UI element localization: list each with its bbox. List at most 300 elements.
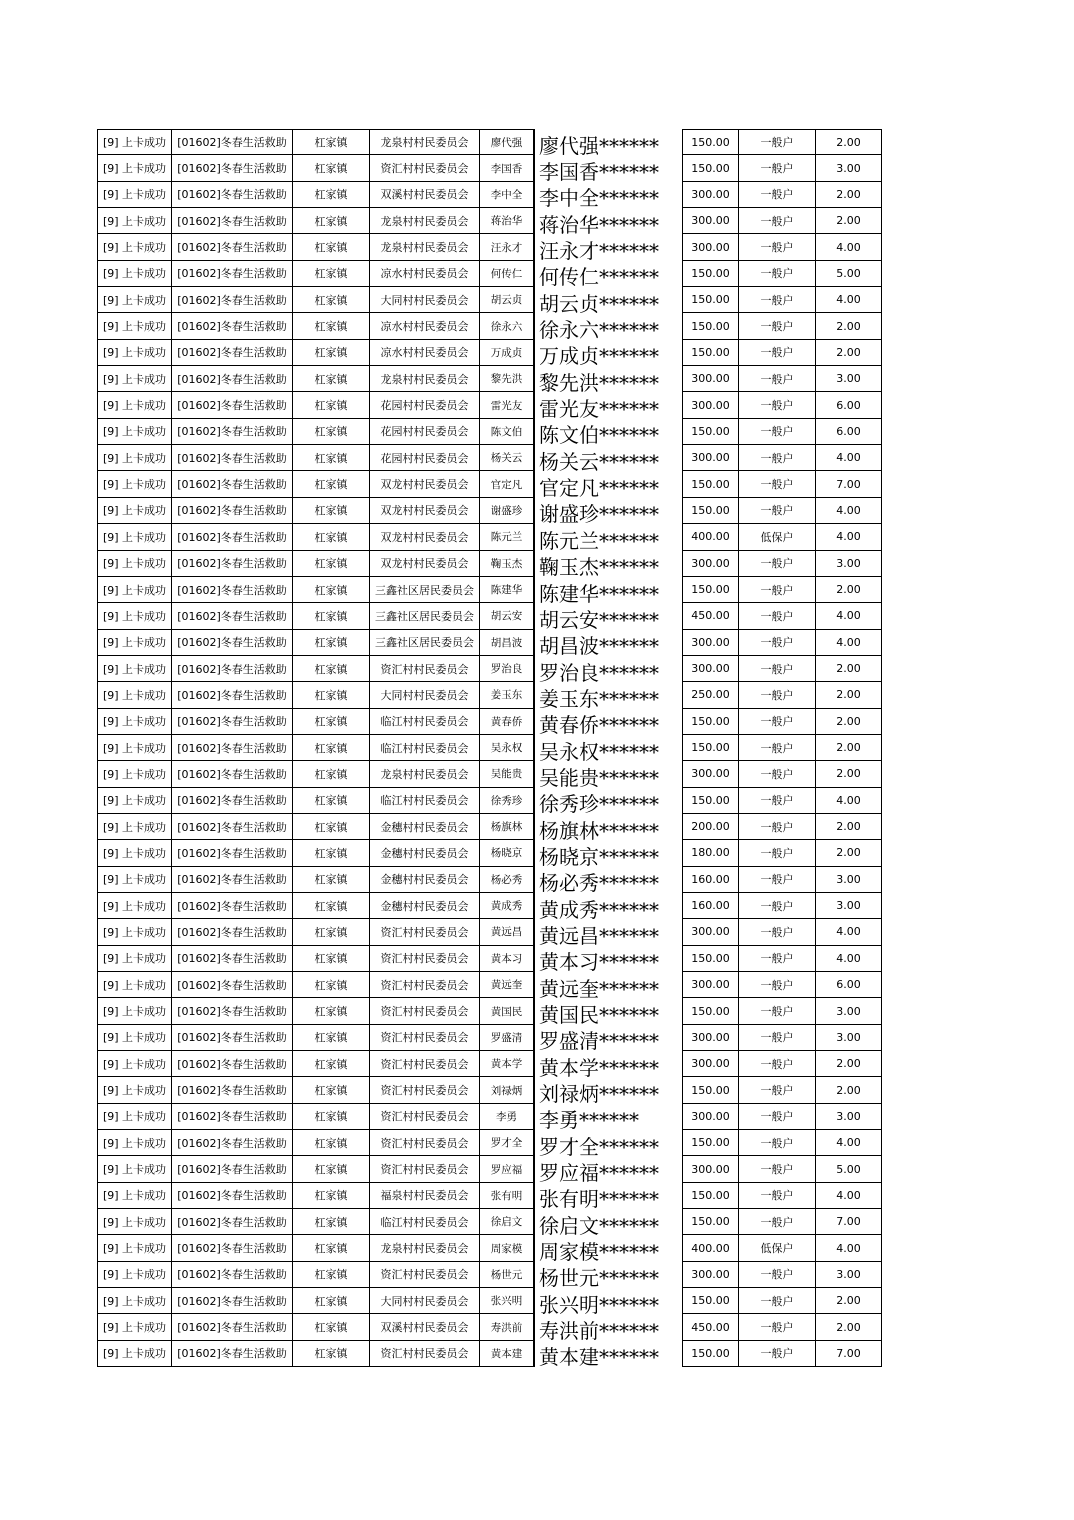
town-cell: 杠家镇 <box>292 867 369 893</box>
amount-cell: 150.00 <box>682 287 738 313</box>
status-cell: [9] 上卡成功 <box>97 577 171 603</box>
project-cell: [01602]冬春生活救助 <box>171 1288 292 1314</box>
household-type-cell: 一般户 <box>738 551 815 577</box>
family-size-cell: 4.00 <box>815 498 882 524</box>
committee-cell: 大同村村民委员会 <box>369 287 479 313</box>
amount-cell: 150.00 <box>682 1183 738 1209</box>
amount-cell: 300.00 <box>682 366 738 392</box>
household-type-cell: 一般户 <box>738 129 815 155</box>
household-type-cell: 一般户 <box>738 998 815 1024</box>
status-cell: [9] 上卡成功 <box>97 129 171 155</box>
name-cell: 李勇 <box>479 1104 534 1130</box>
household-type-cell: 一般户 <box>738 155 815 181</box>
account-name-cell: 黎先洪****** <box>534 366 682 392</box>
name-cell: 黄春侨 <box>479 709 534 735</box>
family-size-cell: 2.00 <box>815 840 882 866</box>
status-cell: [9] 上卡成功 <box>97 392 171 418</box>
name-cell: 张兴明 <box>479 1288 534 1314</box>
household-type-cell: 一般户 <box>738 972 815 998</box>
account-name-cell: 廖代强****** <box>534 129 682 155</box>
project-cell: [01602]冬春生活救助 <box>171 551 292 577</box>
status-cell: [9] 上卡成功 <box>97 524 171 550</box>
project-cell: [01602]冬春生活救助 <box>171 603 292 629</box>
name-cell: 罗应福 <box>479 1156 534 1182</box>
committee-cell: 临江村村民委员会 <box>369 788 479 814</box>
household-type-cell: 一般户 <box>738 788 815 814</box>
committee-cell: 大同村村民委员会 <box>369 1288 479 1314</box>
town-cell: 杠家镇 <box>292 366 369 392</box>
amount-cell: 300.00 <box>682 182 738 208</box>
account-name-cell: 万成贞****** <box>534 340 682 366</box>
amount-cell: 300.00 <box>682 972 738 998</box>
household-type-cell: 一般户 <box>738 656 815 682</box>
committee-cell: 三鑫社区居民委员会 <box>369 577 479 603</box>
committee-cell: 花园村村民委员会 <box>369 392 479 418</box>
amount-cell: 300.00 <box>682 1025 738 1051</box>
committee-cell: 花园村村民委员会 <box>369 445 479 471</box>
amount-cell: 300.00 <box>682 1104 738 1130</box>
account-name-cell: 汪永才****** <box>534 234 682 260</box>
account-name-cell: 鞠玉杰****** <box>534 551 682 577</box>
name-cell: 徐永六 <box>479 313 534 339</box>
account-name-cell: 黄春侨****** <box>534 709 682 735</box>
status-cell: [9] 上卡成功 <box>97 287 171 313</box>
project-cell: [01602]冬春生活救助 <box>171 972 292 998</box>
name-cell: 徐启文 <box>479 1209 534 1235</box>
household-type-cell: 一般户 <box>738 1156 815 1182</box>
status-cell: [9] 上卡成功 <box>97 234 171 260</box>
committee-cell: 资汇村村民委员会 <box>369 998 479 1024</box>
family-size-cell: 4.00 <box>815 1235 882 1261</box>
account-name-cell: 杨世元****** <box>534 1262 682 1288</box>
name-cell: 官定凡 <box>479 471 534 497</box>
household-type-cell: 一般户 <box>738 182 815 208</box>
project-cell: [01602]冬春生活救助 <box>171 208 292 234</box>
project-cell: [01602]冬春生活救助 <box>171 340 292 366</box>
family-size-cell: 2.00 <box>815 129 882 155</box>
town-cell: 杠家镇 <box>292 788 369 814</box>
household-type-cell: 一般户 <box>738 1051 815 1077</box>
household-type-cell: 一般户 <box>738 287 815 313</box>
family-size-cell: 5.00 <box>815 1156 882 1182</box>
amount-cell: 150.00 <box>682 735 738 761</box>
project-cell: [01602]冬春生活救助 <box>171 1156 292 1182</box>
town-cell: 杠家镇 <box>292 313 369 339</box>
account-name-cell: 胡云贞****** <box>534 287 682 313</box>
status-cell: [9] 上卡成功 <box>97 1183 171 1209</box>
account-name-cell: 吴永权****** <box>534 735 682 761</box>
project-cell: [01602]冬春生活救助 <box>171 1051 292 1077</box>
town-cell: 杠家镇 <box>292 445 369 471</box>
town-cell: 杠家镇 <box>292 498 369 524</box>
committee-cell: 金穗村村民委员会 <box>369 893 479 919</box>
project-cell: [01602]冬春生活救助 <box>171 630 292 656</box>
name-cell: 杨世元 <box>479 1262 534 1288</box>
account-name-cell: 姜玉东****** <box>534 682 682 708</box>
family-size-cell: 2.00 <box>815 208 882 234</box>
household-type-cell: 一般户 <box>738 814 815 840</box>
committee-cell: 福泉村村民委员会 <box>369 1183 479 1209</box>
household-type-cell: 一般户 <box>738 234 815 260</box>
household-type-cell: 一般户 <box>738 1209 815 1235</box>
status-cell: [9] 上卡成功 <box>97 1130 171 1156</box>
amount-cell: 150.00 <box>682 1077 738 1103</box>
family-size-cell: 3.00 <box>815 1104 882 1130</box>
committee-cell: 龙泉村村民委员会 <box>369 208 479 234</box>
town-cell: 杠家镇 <box>292 761 369 787</box>
name-cell: 胡昌波 <box>479 630 534 656</box>
name-cell: 万成贞 <box>479 340 534 366</box>
family-size-cell: 6.00 <box>815 392 882 418</box>
town-cell: 杠家镇 <box>292 893 369 919</box>
name-cell: 何传仁 <box>479 261 534 287</box>
name-cell: 吴能贵 <box>479 761 534 787</box>
household-type-cell: 一般户 <box>738 1025 815 1051</box>
project-cell: [01602]冬春生活救助 <box>171 867 292 893</box>
name-cell: 黄成秀 <box>479 893 534 919</box>
committee-cell: 双龙村村民委员会 <box>369 471 479 497</box>
family-size-cell: 2.00 <box>815 1077 882 1103</box>
amount-cell: 300.00 <box>682 1262 738 1288</box>
status-cell: [9] 上卡成功 <box>97 972 171 998</box>
town-cell: 杠家镇 <box>292 1288 369 1314</box>
project-cell: [01602]冬春生活救助 <box>171 1341 292 1367</box>
account-name-cell: 杨旗林****** <box>534 814 682 840</box>
amount-cell: 180.00 <box>682 840 738 866</box>
name-cell: 黄本学 <box>479 1051 534 1077</box>
town-cell: 杠家镇 <box>292 682 369 708</box>
household-type-cell: 一般户 <box>738 1341 815 1367</box>
project-cell: [01602]冬春生活救助 <box>171 946 292 972</box>
project-cell: [01602]冬春生活救助 <box>171 498 292 524</box>
account-name-cell: 黄远昌****** <box>534 919 682 945</box>
name-cell: 杨晓京 <box>479 840 534 866</box>
amount-cell: 150.00 <box>682 1130 738 1156</box>
amount-cell: 150.00 <box>682 788 738 814</box>
account-name-cell: 黄远奎****** <box>534 972 682 998</box>
family-size-cell: 2.00 <box>815 340 882 366</box>
family-size-cell: 4.00 <box>815 445 882 471</box>
project-cell: [01602]冬春生活救助 <box>171 761 292 787</box>
account-name-cell: 罗治良****** <box>534 656 682 682</box>
project-cell: [01602]冬春生活救助 <box>171 234 292 260</box>
household-type-cell: 一般户 <box>738 893 815 919</box>
committee-cell: 临江村村民委员会 <box>369 735 479 761</box>
name-cell: 鞠玉杰 <box>479 551 534 577</box>
family-size-cell: 2.00 <box>815 1314 882 1340</box>
name-cell: 寿洪前 <box>479 1314 534 1340</box>
committee-cell: 双溪村村民委员会 <box>369 182 479 208</box>
town-cell: 杠家镇 <box>292 630 369 656</box>
status-cell: [9] 上卡成功 <box>97 603 171 629</box>
town-cell: 杠家镇 <box>292 919 369 945</box>
household-type-cell: 一般户 <box>738 1077 815 1103</box>
town-cell: 杠家镇 <box>292 709 369 735</box>
family-size-cell: 4.00 <box>815 919 882 945</box>
account-name-cell: 官定凡****** <box>534 471 682 497</box>
status-cell: [9] 上卡成功 <box>97 419 171 445</box>
town-cell: 杠家镇 <box>292 261 369 287</box>
amount-cell: 250.00 <box>682 682 738 708</box>
project-cell: [01602]冬春生活救助 <box>171 840 292 866</box>
amount-cell: 400.00 <box>682 1235 738 1261</box>
town-cell: 杠家镇 <box>292 524 369 550</box>
status-cell: [9] 上卡成功 <box>97 261 171 287</box>
household-type-cell: 一般户 <box>738 1288 815 1314</box>
town-cell: 杠家镇 <box>292 208 369 234</box>
town-cell: 杠家镇 <box>292 577 369 603</box>
name-cell: 陈建华 <box>479 577 534 603</box>
account-name-cell: 徐永六****** <box>534 313 682 339</box>
name-cell: 李国香 <box>479 155 534 181</box>
status-cell: [9] 上卡成功 <box>97 366 171 392</box>
project-cell: [01602]冬春生活救助 <box>171 1314 292 1340</box>
household-type-cell: 一般户 <box>738 867 815 893</box>
family-size-cell: 4.00 <box>815 287 882 313</box>
project-cell: [01602]冬春生活救助 <box>171 1130 292 1156</box>
project-cell: [01602]冬春生活救助 <box>171 998 292 1024</box>
account-name-cell: 陈元兰****** <box>534 524 682 550</box>
account-name-cell: 罗才全****** <box>534 1130 682 1156</box>
family-size-cell: 2.00 <box>815 814 882 840</box>
household-type-cell: 一般户 <box>738 208 815 234</box>
name-cell: 罗盛清 <box>479 1025 534 1051</box>
name-cell: 廖代强 <box>479 129 534 155</box>
name-cell: 胡云安 <box>479 603 534 629</box>
household-type-cell: 一般户 <box>738 261 815 287</box>
status-cell: [9] 上卡成功 <box>97 1077 171 1103</box>
family-size-cell: 3.00 <box>815 155 882 181</box>
town-cell: 杠家镇 <box>292 1156 369 1182</box>
committee-cell: 龙泉村村民委员会 <box>369 366 479 392</box>
town-cell: 杠家镇 <box>292 419 369 445</box>
project-cell: [01602]冬春生活救助 <box>171 577 292 603</box>
account-name-cell: 徐启文****** <box>534 1209 682 1235</box>
status-cell: [9] 上卡成功 <box>97 208 171 234</box>
amount-cell: 150.00 <box>682 498 738 524</box>
family-size-cell: 2.00 <box>815 1051 882 1077</box>
status-cell: [9] 上卡成功 <box>97 1235 171 1261</box>
status-cell: [9] 上卡成功 <box>97 840 171 866</box>
account-name-cell: 周家模****** <box>534 1235 682 1261</box>
amount-cell: 150.00 <box>682 709 738 735</box>
account-name-cell: 胡云安****** <box>534 603 682 629</box>
amount-cell: 150.00 <box>682 261 738 287</box>
name-cell: 杨关云 <box>479 445 534 471</box>
family-size-cell: 6.00 <box>815 419 882 445</box>
status-cell: [9] 上卡成功 <box>97 656 171 682</box>
family-size-cell: 3.00 <box>815 893 882 919</box>
project-cell: [01602]冬春生活救助 <box>171 366 292 392</box>
status-cell: [9] 上卡成功 <box>97 182 171 208</box>
family-size-cell: 3.00 <box>815 551 882 577</box>
name-cell: 陈元兰 <box>479 524 534 550</box>
status-cell: [9] 上卡成功 <box>97 155 171 181</box>
committee-cell: 金穗村村民委员会 <box>369 867 479 893</box>
family-size-cell: 4.00 <box>815 788 882 814</box>
town-cell: 杠家镇 <box>292 182 369 208</box>
committee-cell: 金穗村村民委员会 <box>369 814 479 840</box>
account-name-cell: 李勇****** <box>534 1104 682 1130</box>
project-cell: [01602]冬春生活救助 <box>171 313 292 339</box>
committee-cell: 三鑫社区居民委员会 <box>369 603 479 629</box>
family-size-cell: 4.00 <box>815 630 882 656</box>
account-name-cell: 黄国民****** <box>534 998 682 1024</box>
family-size-cell: 2.00 <box>815 735 882 761</box>
town-cell: 杠家镇 <box>292 1314 369 1340</box>
status-cell: [9] 上卡成功 <box>97 1156 171 1182</box>
committee-cell: 凉水村村民委员会 <box>369 313 479 339</box>
household-type-cell: 一般户 <box>738 946 815 972</box>
status-cell: [9] 上卡成功 <box>97 788 171 814</box>
project-cell: [01602]冬春生活救助 <box>171 1104 292 1130</box>
family-size-cell: 4.00 <box>815 1130 882 1156</box>
name-cell: 雷光友 <box>479 392 534 418</box>
committee-cell: 资汇村村民委员会 <box>369 1341 479 1367</box>
status-cell: [9] 上卡成功 <box>97 445 171 471</box>
family-size-cell: 3.00 <box>815 366 882 392</box>
project-cell: [01602]冬春生活救助 <box>171 919 292 945</box>
name-cell: 黄本建 <box>479 1341 534 1367</box>
household-type-cell: 一般户 <box>738 1314 815 1340</box>
town-cell: 杠家镇 <box>292 551 369 577</box>
project-cell: [01602]冬春生活救助 <box>171 471 292 497</box>
amount-cell: 150.00 <box>682 471 738 497</box>
town-cell: 杠家镇 <box>292 129 369 155</box>
amount-cell: 450.00 <box>682 603 738 629</box>
name-cell: 刘禄炳 <box>479 1077 534 1103</box>
status-cell: [9] 上卡成功 <box>97 1314 171 1340</box>
status-cell: [9] 上卡成功 <box>97 340 171 366</box>
name-cell: 吴永权 <box>479 735 534 761</box>
family-size-cell: 3.00 <box>815 1262 882 1288</box>
town-cell: 杠家镇 <box>292 340 369 366</box>
status-cell: [9] 上卡成功 <box>97 1209 171 1235</box>
household-type-cell: 一般户 <box>738 340 815 366</box>
project-cell: [01602]冬春生活救助 <box>171 419 292 445</box>
name-cell: 黎先洪 <box>479 366 534 392</box>
project-cell: [01602]冬春生活救助 <box>171 182 292 208</box>
amount-cell: 300.00 <box>682 392 738 418</box>
account-name-cell: 黄本习****** <box>534 946 682 972</box>
family-size-cell: 2.00 <box>815 682 882 708</box>
family-size-cell: 2.00 <box>815 577 882 603</box>
committee-cell: 资汇村村民委员会 <box>369 155 479 181</box>
town-cell: 杠家镇 <box>292 1235 369 1261</box>
town-cell: 杠家镇 <box>292 287 369 313</box>
account-name-cell: 陈文伯****** <box>534 419 682 445</box>
account-name-cell: 蒋治华****** <box>534 208 682 234</box>
account-name-cell: 陈建华****** <box>534 577 682 603</box>
family-size-cell: 7.00 <box>815 471 882 497</box>
account-name-cell: 黄本建****** <box>534 1341 682 1367</box>
family-size-cell: 4.00 <box>815 946 882 972</box>
family-size-cell: 4.00 <box>815 234 882 260</box>
status-cell: [9] 上卡成功 <box>97 498 171 524</box>
status-cell: [9] 上卡成功 <box>97 630 171 656</box>
town-cell: 杠家镇 <box>292 840 369 866</box>
committee-cell: 资汇村村民委员会 <box>369 1104 479 1130</box>
amount-cell: 300.00 <box>682 630 738 656</box>
household-type-cell: 一般户 <box>738 919 815 945</box>
household-type-cell: 一般户 <box>738 577 815 603</box>
household-type-cell: 一般户 <box>738 366 815 392</box>
amount-cell: 150.00 <box>682 1209 738 1235</box>
name-cell: 张有明 <box>479 1183 534 1209</box>
household-type-cell: 一般户 <box>738 709 815 735</box>
account-name-cell: 罗盛清****** <box>534 1025 682 1051</box>
name-cell: 黄远昌 <box>479 919 534 945</box>
amount-cell: 300.00 <box>682 919 738 945</box>
town-cell: 杠家镇 <box>292 814 369 840</box>
town-cell: 杠家镇 <box>292 1051 369 1077</box>
committee-cell: 凉水村村民委员会 <box>369 261 479 287</box>
committee-cell: 龙泉村村民委员会 <box>369 234 479 260</box>
status-cell: [9] 上卡成功 <box>97 919 171 945</box>
project-cell: [01602]冬春生活救助 <box>171 735 292 761</box>
project-cell: [01602]冬春生活救助 <box>171 261 292 287</box>
name-cell: 谢盛珍 <box>479 498 534 524</box>
committee-cell: 资汇村村民委员会 <box>369 656 479 682</box>
status-cell: [9] 上卡成功 <box>97 471 171 497</box>
household-type-cell: 一般户 <box>738 840 815 866</box>
committee-cell: 资汇村村民委员会 <box>369 1051 479 1077</box>
name-cell: 汪永才 <box>479 234 534 260</box>
status-cell: [9] 上卡成功 <box>97 867 171 893</box>
household-type-cell: 一般户 <box>738 313 815 339</box>
project-cell: [01602]冬春生活救助 <box>171 1077 292 1103</box>
name-cell: 罗才全 <box>479 1130 534 1156</box>
committee-cell: 三鑫社区居民委员会 <box>369 630 479 656</box>
status-cell: [9] 上卡成功 <box>97 709 171 735</box>
committee-cell: 金穗村村民委员会 <box>369 840 479 866</box>
household-type-cell: 一般户 <box>738 445 815 471</box>
account-name-cell: 寿洪前****** <box>534 1314 682 1340</box>
name-cell: 李中全 <box>479 182 534 208</box>
project-cell: [01602]冬春生活救助 <box>171 656 292 682</box>
town-cell: 杠家镇 <box>292 471 369 497</box>
family-size-cell: 4.00 <box>815 1183 882 1209</box>
family-size-cell: 7.00 <box>815 1209 882 1235</box>
committee-cell: 凉水村村民委员会 <box>369 340 479 366</box>
committee-cell: 资汇村村民委员会 <box>369 1130 479 1156</box>
household-type-cell: 一般户 <box>738 603 815 629</box>
project-cell: [01602]冬春生活救助 <box>171 155 292 181</box>
account-name-cell: 罗应福****** <box>534 1156 682 1182</box>
town-cell: 杠家镇 <box>292 603 369 629</box>
account-name-cell: 杨晓京****** <box>534 840 682 866</box>
town-cell: 杠家镇 <box>292 1262 369 1288</box>
amount-cell: 150.00 <box>682 1341 738 1367</box>
account-name-cell: 李中全****** <box>534 182 682 208</box>
account-name-cell: 雷光友****** <box>534 392 682 418</box>
family-size-cell: 3.00 <box>815 867 882 893</box>
account-name-cell: 李国香****** <box>534 155 682 181</box>
amount-cell: 300.00 <box>682 656 738 682</box>
committee-cell: 资汇村村民委员会 <box>369 946 479 972</box>
town-cell: 杠家镇 <box>292 1130 369 1156</box>
name-cell: 胡云贞 <box>479 287 534 313</box>
committee-cell: 资汇村村民委员会 <box>369 1077 479 1103</box>
committee-cell: 资汇村村民委员会 <box>369 1262 479 1288</box>
household-type-cell: 一般户 <box>738 1130 815 1156</box>
project-cell: [01602]冬春生活救助 <box>171 1235 292 1261</box>
project-cell: [01602]冬春生活救助 <box>171 524 292 550</box>
household-type-cell: 一般户 <box>738 682 815 708</box>
committee-cell: 资汇村村民委员会 <box>369 1156 479 1182</box>
town-cell: 杠家镇 <box>292 1341 369 1367</box>
family-size-cell: 4.00 <box>815 524 882 550</box>
